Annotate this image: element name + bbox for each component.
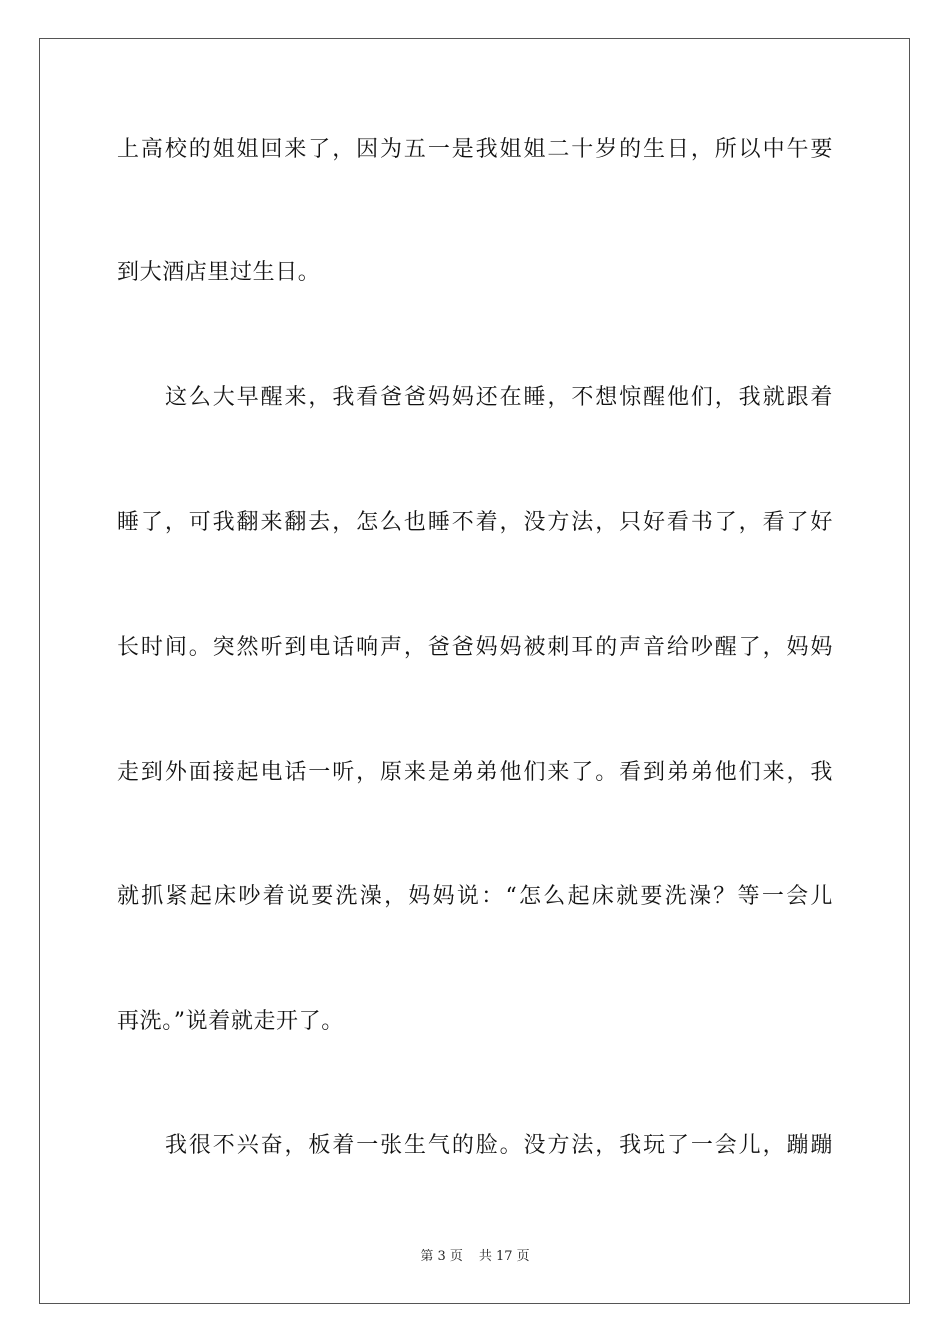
text-line-5: 长时间。突然听到电话响声，爸爸妈妈被刺耳的声音给吵醒了，妈妈: [117, 635, 833, 660]
total-pages: 共 17 页: [478, 1249, 530, 1264]
text-line-8: 再洗。”说着就走开了。: [117, 1009, 344, 1034]
text-line-4: 睡了，可我翻来翻去，怎么也睡不着，没方法，只好看书了，看了好: [117, 510, 833, 535]
page-footer: [0, 1249, 950, 1265]
text-line-7: 就抓紧起床吵着说要洗澡，妈妈说：“怎么起床就要洗澡？等一会儿: [117, 884, 833, 909]
text-line-6: 走到外面接起电话一听，原来是弟弟他们来了。看到弟弟他们来，我: [117, 760, 833, 785]
text-line-3: 这么大早醒来，我看爸爸妈妈还在睡，不想惊醒他们，我就跟着: [165, 385, 833, 410]
page-border: [39, 38, 910, 1304]
text-line-2: 到大酒店里过生日。: [117, 260, 321, 285]
text-line-9: 我很不兴奋，板着一张生气的脸。没方法，我玩了一会儿，蹦蹦: [165, 1133, 833, 1158]
text-line-1: 上高校的姐姐回来了，因为五一是我姐姐二十岁的生日，所以中午要: [117, 137, 833, 162]
page-number: 第 3 页: [420, 1249, 463, 1264]
